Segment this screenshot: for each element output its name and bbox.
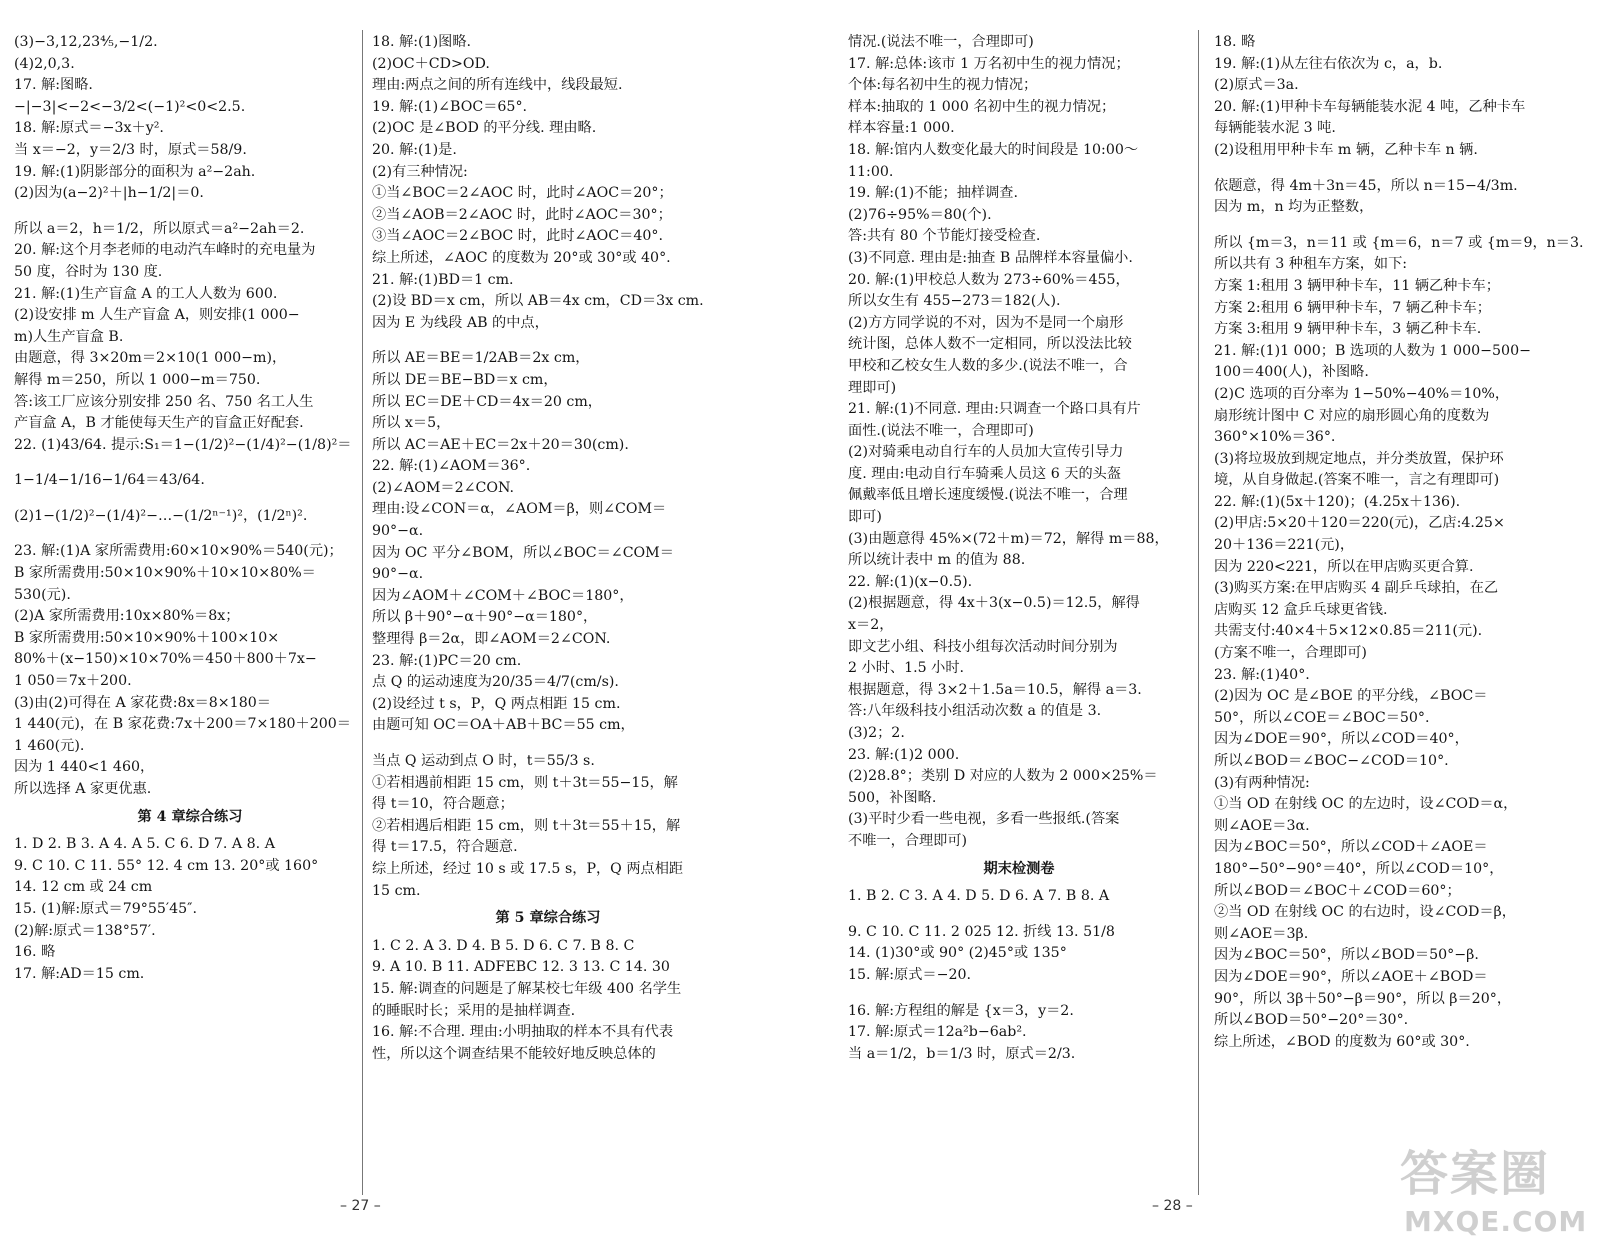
- answer-line: 方案 2:租用 6 辆甲种卡车，7 辆乙种卡车；: [1214, 299, 1491, 316]
- answer-line: (4)2,0,3.: [14, 55, 75, 72]
- answer-line: (3)−3,12,23⅘,−1/2.: [14, 34, 158, 50]
- answer-line: 答:八年级科技小组活动次数 a 的值是 3.: [848, 703, 1102, 720]
- answer-line: 因为 E 为线段 AB 的中点，: [372, 314, 549, 331]
- answer-line: 19. 解:(1)阴影部分的面积为 a²−2ah.: [14, 163, 256, 180]
- answer-line: 理由:两点之间的所有连线中，线段最短.: [372, 77, 623, 94]
- answer-line: [1214, 219, 1588, 233]
- answer-line: 15. 解:调查的问题是了解某校七年级 400 名学生: [372, 980, 682, 997]
- column-divider: [362, 30, 363, 1195]
- answer-line: 所以共有 3 种租车方案，如下:: [1214, 256, 1408, 273]
- answer-line: (3)由题意得 45%×(72＋m)＝72，解得 m＝88，: [848, 530, 1169, 547]
- answer-line: 19. 解:(1)不能；抽样调查.: [848, 185, 1018, 202]
- answer-line: (2)原式＝3a.: [1214, 77, 1299, 94]
- answer-line: 点 Q 的运动速度为20/35＝4/7(cm/s).: [372, 674, 619, 691]
- answer-line: 综上所述，∠AOC 的度数为 20°或 30°或 40°.: [372, 249, 671, 266]
- page-number-right: – 28 –: [1152, 1198, 1193, 1214]
- answer-line: ②若相遇后相距 15 cm，则 t＋3t＝55＋15，解: [372, 817, 681, 834]
- answer-line: (2)因为 OC 是∠BOE 的平分线，∠BOC＝: [1214, 688, 1488, 705]
- section-heading: 期末检测卷: [983, 860, 1055, 877]
- answer-line: 22. (1)43/64. 提示:S₁＝1−(1/2)²−(1/4)²−(1/8)²＝: [14, 436, 352, 453]
- answer-line: 17. 解:总体:该市 1 万名初中生的视力情况；: [848, 55, 1130, 72]
- answer-line: 50°，所以∠COE＝∠BOC＝50°.: [1214, 709, 1430, 726]
- answer-line: (3)购买方案:在甲店购买 4 副乒乓球拍，在乙: [1214, 580, 1499, 597]
- answer-line: 每辆能装水泥 3 吨.: [1214, 120, 1336, 137]
- answer-line: 由题可知 OC＝OA＋AB＋BC＝55 cm，: [372, 717, 635, 734]
- answer-line: B 家所需费用:50×10×90%＋10×10×80%＝: [14, 565, 316, 582]
- answer-line: 1. C 2. A 3. D 4. B 5. D 6. C 7. B 8. C: [372, 937, 635, 954]
- answer-line: 扇形统计图中 C 对应的扇形圆心角的度数为: [1214, 407, 1490, 424]
- answer-line: 面性.(说法不唯一，合理即可): [848, 422, 1034, 439]
- answer-line: 甲校和乙校女生人数的多少.(说法不唯一，合: [848, 357, 1128, 374]
- answer-line: 15. (1)解:原式＝79°55′45″.: [14, 900, 197, 917]
- answer-line: 所以 AC＝AE＋EC＝2x＋20＝30(cm).: [372, 436, 629, 453]
- answer-line: 18. 略: [1214, 34, 1256, 50]
- answer-line: 因为∠BOC＝50°，所以∠COD＋∠AOE＝: [1214, 839, 1488, 856]
- answer-line: 个体:每名初中生的视力情况；: [848, 77, 1038, 94]
- answer-line: m)人生产盲盒 B.: [14, 328, 124, 345]
- answer-line: 20. 解:这个月李老师的电动汽车峰时的充电量为: [14, 242, 316, 259]
- answer-line: 即文艺小组、科技小组每次活动时间分别为: [848, 638, 1118, 655]
- answer-line: 的睡眠时长；采用的是抽样调查.: [372, 1002, 576, 1019]
- answer-line: 9. A 10. B 11. ADFEBC 12. 3 13. C 14. 30: [372, 959, 670, 976]
- answer-line: [848, 908, 1190, 922]
- answer-line: 因为∠DOE＝90°，所以∠AOE＋∠BOD＝: [1214, 968, 1488, 985]
- answer-line: 9. C 10. C 11. 55° 12. 4 cm 13. 20°或 160°: [14, 857, 319, 874]
- answer-line: 100＝400(人)，补图略.: [1214, 364, 1369, 381]
- answer-line: 情况.(说法不唯一，合理即可): [848, 34, 1034, 50]
- answer-line: 依题意，得 4m＋3n＝45，所以 n＝15−4/3m.: [1214, 177, 1518, 194]
- answer-line: ①当 OD 在射线 OC 的左边时，设∠COD＝α，: [1214, 796, 1518, 813]
- answer-line: 23. 解:(1)40°.: [1214, 666, 1310, 683]
- answer-line: 所以∠BOD＝∠BOC−∠COD＝10°.: [1214, 753, 1449, 769]
- left-page-column-1: [14, 32, 366, 985]
- answer-line: ①若相遇前相距 15 cm，则 t＋3t＝55−15，解: [372, 774, 678, 791]
- answer-line: 理即可): [848, 379, 897, 396]
- answer-line: 所以 x＝5，: [372, 415, 451, 432]
- answer-line: 530(元).: [14, 586, 71, 603]
- answer-line: 理由:设∠CON＝α，∠AOM＝β，则∠COM＝: [372, 501, 667, 518]
- answer-line: 18. 解:(1)图略.: [372, 34, 472, 50]
- answer-line: 23. 解:(1)2 000.: [848, 746, 960, 763]
- answer-line: (3)不同意. 理由是:抽查 B 品牌样本容量偏小.: [848, 249, 1133, 266]
- answer-line: 由题意，得 3×20m＝2×10(1 000−m)，: [14, 350, 287, 367]
- answer-line: (3)平时少看一些电视，多看一些报纸.(答案: [848, 811, 1120, 828]
- answer-line: 得 t＝17.5，符合题意.: [372, 839, 518, 856]
- answer-line: 1 440(元)，在 B 家花费:7x＋200＝7×180＋200＝: [14, 716, 351, 733]
- answer-line: 答:共有 80 个节能灯接受检查.: [848, 228, 1041, 245]
- answer-line: 根据题意，得 3×2＋1.5a＝10.5，解得 a＝3.: [848, 681, 1142, 698]
- answer-line: 度. 理由:电动自行车骑乘人员这 6 天的头盔: [848, 465, 1122, 482]
- answer-line: 180°−50°−90°＝40°，所以∠COD＝10°，: [1214, 860, 1504, 877]
- answer-line: [1214, 162, 1588, 176]
- answer-line: (2)76÷95%＝80(个).: [848, 206, 992, 223]
- answer-line: 得 t＝10，符合题意；: [372, 796, 514, 813]
- answer-line: 90°−α.: [372, 523, 424, 540]
- answer-line: 16. 解:不合理. 理由:小明抽取的样本不具有代表: [372, 1024, 674, 1041]
- answer-line: B 家所需费用:50×10×90%＋100×10×: [14, 629, 280, 646]
- answer-line: 方案 1:租用 3 辆甲种卡车，11 辆乙种卡车；: [1214, 277, 1500, 294]
- answer-line: 所以 DE＝BE−BD＝x cm，: [372, 371, 558, 388]
- answer-line: 因为∠AOM＋∠COM＋∠BOC＝180°，: [372, 587, 634, 604]
- answer-line: (方案不唯一，合理即可): [1214, 645, 1367, 662]
- answer-line: 21. 解:(1)1 000；B 选项的人数为 1 000−500−: [1214, 342, 1531, 359]
- answer-line: 方案 3:租用 9 辆甲种卡车，3 辆乙种卡车.: [1214, 321, 1482, 338]
- answer-line: 15 cm.: [372, 882, 421, 899]
- answer-line: 15. 解:原式＝−20.: [848, 966, 972, 983]
- answer-line: ③当∠AOC＝2∠BOC 时，此时∠AOC＝40°.: [372, 228, 663, 245]
- answer-line: 所以女生有 455−273＝182(人).: [848, 293, 1061, 310]
- answer-line: [848, 987, 1190, 1001]
- answer-line: 360°×10%＝36°.: [1214, 429, 1336, 446]
- answer-line: 21. 解:(1)生产盲盒 A 的工人人数为 600.: [14, 285, 278, 302]
- answer-line: 2 小时、1.5 小时.: [848, 660, 965, 677]
- answer-line: (3)将垃圾放到规定地点，并分类放置，保护环: [1214, 450, 1504, 467]
- answer-line: 17. 解:原式＝12a²b−6ab².: [848, 1024, 1027, 1041]
- section-heading: 第 4 章综合练习: [137, 808, 243, 825]
- answer-line: 14. 12 cm 或 24 cm: [14, 879, 153, 896]
- right-page-column-2: [1214, 32, 1588, 1053]
- answer-line: (2)A 家所需费用:10x×80%＝8x；: [14, 608, 240, 625]
- answer-line: 20. 解:(1)甲校总人数为 273÷60%＝455，: [848, 271, 1130, 288]
- answer-line: (2)C 选项的百分率为 1−50%−40%＝10%，: [1214, 385, 1510, 402]
- answer-line: 1 050＝7x＋200.: [14, 673, 132, 690]
- answer-line: 20. 解:(1)甲种卡车每辆能装水泥 4 吨，乙种卡车: [1214, 98, 1526, 115]
- answer-line: 当 a＝1/2，b＝1/3 时，原式＝2/3.: [848, 1045, 1076, 1062]
- answer-line: 所以 EC＝DE＋CD＝4x＝20 cm，: [372, 393, 602, 410]
- answer-line: 当 x＝−2，y＝2/3 时，原式＝58/9.: [14, 141, 247, 158]
- answer-line: 18. 解:馆内人数变化最大的时间段是 10:00～: [848, 141, 1139, 158]
- answer-line: 1. D 2. B 3. A 4. A 5. C 6. D 7. A 8. A: [14, 836, 275, 853]
- answer-line: 不唯一，合理即可): [848, 832, 968, 849]
- answer-line: 所以 {m＝3，n＝11 或 {m＝6，n＝7 或 {m＝9，n＝3.: [1214, 234, 1584, 251]
- answer-line: 21. 解:(1)BD＝1 cm.: [372, 271, 514, 288]
- answer-line: 23. 解:(1)A 家所需费用:60×10×90%＝540(元)；: [14, 543, 343, 560]
- answer-line: −|−3|<−2<−3/2<(−1)²<0<2.5.: [14, 98, 246, 115]
- answer-line: (2)设安排 m 人生产盲盒 A，则安排(1 000−: [14, 307, 300, 324]
- watermark-title: 答案圈: [1400, 1146, 1551, 1202]
- answer-line: 20＋136＝221(元)，: [1214, 537, 1355, 554]
- answer-line: [372, 334, 724, 348]
- answer-line: 16. 解:方程组的解是 {x＝3，y＝2.: [848, 1002, 1074, 1019]
- answer-line: 21. 解:(1)不同意. 理由:只调查一个路口具有片: [848, 401, 1141, 418]
- answer-line: (2)根据题意，得 4x＋3(x−0.5)＝12.5，解得: [848, 595, 1140, 612]
- answer-line: x＝2，: [848, 617, 894, 634]
- answer-line: (2)因为(a−2)²＋|h−1/2|＝0.: [14, 185, 204, 202]
- answer-line: 所以∠BOD＝50°−20°＝30°.: [1214, 1012, 1409, 1029]
- answer-line: (2)OC＋CD>OD.: [372, 55, 490, 72]
- answer-line: (2)∠AOM＝2∠CON.: [372, 479, 514, 496]
- answer-line: 样本容量:1 000.: [848, 120, 955, 137]
- answer-line: 综上所述，经过 10 s 或 17.5 s，P，Q 两点相距: [372, 860, 684, 877]
- watermark-url: MXQE.COM: [1404, 1205, 1588, 1238]
- answer-line: (3)2；2.: [848, 725, 905, 741]
- answer-line: 境，从自身做起.(答案不唯一，言之有理即可): [1214, 472, 1500, 489]
- answer-line: (2)1−(1/2)²−(1/4)²−…−(1/2ⁿ⁻¹)²，(1/2ⁿ)².: [14, 507, 308, 524]
- answer-line: 19. 解:(1)∠BOC＝65°.: [372, 98, 528, 115]
- answer-line: 20. 解:(1)是.: [372, 141, 457, 158]
- answer-line: 1. B 2. C 3. A 4. D 5. D 6. A 7. B 8. A: [848, 888, 1110, 905]
- answer-line: 共需支付:40×4＋5×12×0.85＝211(元).: [1214, 623, 1483, 640]
- answer-line: 性，所以这个调查结果不能较好地反映总体的: [372, 1045, 656, 1062]
- answer-line: (2)方方同学说的不对，因为不是同一个扇形: [848, 314, 1124, 331]
- answer-line: 佩戴率低且增长速度缓慢.(说法不唯一，合理: [848, 487, 1128, 504]
- answer-line: 23. 解:(1)PC＝20 cm.: [372, 652, 522, 669]
- answer-line: ②当 OD 在射线 OC 的右边时，设∠COD＝β，: [1214, 904, 1516, 921]
- answer-line: 18. 解:原式＝−3x＋y².: [14, 120, 164, 137]
- answer-line: 16. 略: [14, 944, 56, 961]
- answer-line: 因为∠DOE＝90°，所以∠COD＝40°，: [1214, 731, 1469, 748]
- answer-line: (2)有三种情况:: [372, 163, 468, 180]
- answer-line: 综上所述，∠BOD 的度数为 60°或 30°.: [1214, 1033, 1470, 1050]
- right-page-column-1: [848, 32, 1190, 1065]
- answer-line: 因为∠BOC＝50°，所以∠BOD＝50°−β.: [1214, 947, 1479, 964]
- answer-line: ②当∠AOB＝2∠AOC 时，此时∠AOC＝30°；: [372, 206, 672, 223]
- answer-line: 所以∠BOD＝∠BOC＋∠COD＝60°；: [1214, 882, 1461, 899]
- answer-line: 22. 解:(1)(x−0.5).: [848, 573, 973, 590]
- answer-line: (2)甲店:5×20＋120＝220(元)，乙店:4.25×: [1214, 515, 1505, 532]
- answer-line: (2)对骑乘电动自行车的人员加大宣传引导力: [848, 444, 1124, 461]
- answer-line: 80%＋(x−150)×10×70%＝450＋800＋7x−: [14, 651, 317, 668]
- answer-line: (2)OC 是∠BOD 的平分线. 理由略.: [372, 120, 597, 137]
- answer-line: 所以统计表中 m 的值为 88.: [848, 552, 1026, 569]
- answer-line: 所以 a＝2，h＝1/2，所以原式＝a²−2ah＝2.: [14, 220, 305, 237]
- answer-line: [14, 492, 366, 506]
- answer-line: 所以选择 A 家更优惠.: [14, 781, 152, 797]
- answer-line: 即可): [848, 509, 882, 526]
- answer-line: 11:00.: [848, 163, 894, 180]
- answer-line: 因为 m，n 均为正整数，: [1214, 199, 1374, 216]
- answer-line: 1−1/4−1/16−1/64＝43/64.: [14, 472, 205, 489]
- answer-line: 店购买 12 盒乒乓球更省钱.: [1214, 601, 1388, 618]
- answer-line: (2)解:原式＝138°57′.: [14, 922, 156, 939]
- answer-line: (3)由(2)可得在 A 家花费:8x＝8×180＝: [14, 694, 271, 711]
- answer-line: (2)设 BD＝x cm，所以 AB＝4x cm，CD＝3x cm.: [372, 293, 704, 310]
- answer-line: ①当∠BOC＝2∠AOC 时，此时∠AOC＝20°；: [372, 185, 673, 202]
- answer-line: 则∠AOE＝3α.: [1214, 817, 1310, 834]
- answer-line: 90°−α.: [372, 566, 424, 583]
- answer-line: [14, 456, 366, 470]
- section-heading: 第 5 章综合练习: [495, 910, 601, 927]
- answer-line: 解得 m＝250，所以 1 000−m＝750.: [14, 371, 261, 388]
- answer-line: 22. 解:(1)(5x＋120)；(4.25x＋136).: [1214, 493, 1461, 510]
- answer-line: 17. 解:图略.: [14, 77, 93, 94]
- answer-line: 1 460(元).: [14, 737, 85, 754]
- column-divider: [1198, 30, 1199, 1195]
- answer-line: (3)有两种情况:: [1214, 774, 1310, 791]
- answer-line: 样本:抽取的 1 000 名初中生的视力情况；: [848, 98, 1116, 115]
- answer-line: 整理得 β＝2α，即∠AOM＝2∠CON.: [372, 631, 611, 648]
- answer-line: 答:该工厂应该分别安排 250 名、750 名工人生: [14, 393, 314, 410]
- answer-line: 14. (1)30°或 90° (2)45°或 135°: [848, 945, 1067, 962]
- answer-line: [14, 527, 366, 541]
- answer-line: 9. C 10. C 11. 2 025 12. 折线 13. 51/8: [848, 923, 1115, 940]
- watermark-logo: [1400, 1135, 1600, 1248]
- answer-line: (2)设经过 t s，P，Q 两点相距 15 cm.: [372, 695, 621, 712]
- answer-line: 90°，所以 3β＋50°−β＝90°，所以 β＝20°，: [1214, 990, 1512, 1007]
- answer-line: 则∠AOE＝3β.: [1214, 925, 1309, 942]
- answer-line: 17. 解:AD＝15 cm.: [14, 965, 145, 982]
- answer-line: 因为 220<221，所以在甲店购买更合算.: [1214, 558, 1474, 575]
- answer-line: 当点 Q 运动到点 O 时，t＝55/3 s.: [372, 753, 595, 769]
- answer-line: 50 度，谷时为 130 度.: [14, 263, 163, 280]
- answer-line: 产盲盒 A，B 才能使每天生产的盲盒正好配套.: [14, 415, 304, 432]
- answer-line: 因为 OC 平分∠BOM，所以∠BOC＝∠COM＝: [372, 544, 674, 561]
- left-page-column-2: [372, 32, 724, 1065]
- answer-line: 因为 1 440<1 460，: [14, 759, 155, 776]
- page-number-left: – 27 –: [340, 1198, 381, 1214]
- answer-line: 统计图，总体人数不一定相同，所以没法比较: [848, 336, 1132, 353]
- answer-line: (2)设租用甲种卡车 m 辆，乙种卡车 n 辆.: [1214, 141, 1478, 158]
- answer-line: [372, 737, 724, 751]
- answer-line: 22. 解:(1)∠AOM＝36°.: [372, 458, 531, 475]
- answer-line: 19. 解:(1)从左往右依次为 c，a，b.: [1214, 55, 1443, 72]
- answer-line: [14, 205, 366, 219]
- answer-line: 所以 β＋90°−α＋90°−α＝180°，: [372, 609, 598, 626]
- answer-line: 500，补图略.: [848, 789, 937, 806]
- answer-line: (2)28.8°；类别 D 对应的人数为 2 000×25%＝: [848, 768, 1158, 785]
- answer-line: 所以 AE＝BE＝1/2AB＝2x cm，: [372, 350, 590, 367]
